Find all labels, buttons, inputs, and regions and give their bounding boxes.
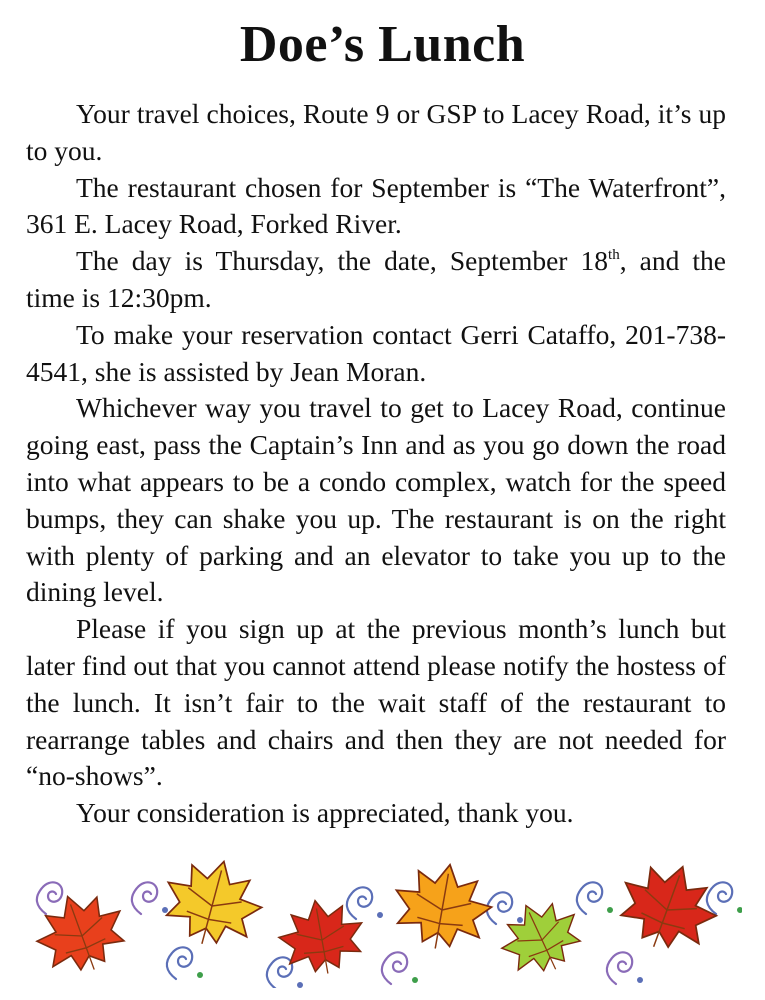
swirl-ornament (607, 952, 632, 984)
paragraph-thanks: Your consideration is appreciated, thank you. (76, 797, 574, 829)
page-title: Doe’s Lunch (239, 16, 526, 73)
dot-ornament (197, 972, 203, 978)
maple-leaf-icon (155, 849, 270, 956)
swirl-ornament (167, 947, 192, 979)
article-body (26, 96, 726, 832)
maple-leaf-icon (26, 881, 135, 984)
paragraph-restaurant: The restaurant chosen for September is “The Waterfront”, 361 E. Lacey Road, Forked River. (26, 171, 726, 240)
paragraph-travel-choices: Your travel choices, Route 9 or GSP to Lacey Road, it’s up to you. (26, 98, 726, 166)
paragraph-date-time (26, 243, 726, 317)
maple-leaf-icon (274, 893, 370, 980)
dot-ornament (377, 912, 383, 918)
date-ordinal-suffix: th (608, 247, 620, 264)
dot-ornament (607, 907, 613, 913)
dot-ornament (737, 907, 742, 913)
swirl-ornament (707, 882, 732, 914)
paragraph-directions: Whichever way you travel to get to Lacey Road, continue going east, pass the Captain’s Inn and as you go down the road into what appears to be a condo complex, watch for the speed bumps, they can shake you up. The restaurant is on the right with plenty of parking and an elevator to take you up to the dining level. (26, 392, 726, 608)
dot-ornament (637, 977, 643, 983)
dot-ornament (297, 982, 303, 988)
swirl-ornament (577, 882, 602, 914)
dot-ornament (412, 977, 418, 983)
paragraph-reservation: To make your reservation contact Gerri Cataffo, 201-738-4541, she is assisted by Jean Moran. (26, 318, 726, 387)
swirl-ornament (132, 882, 157, 914)
swirl-ornament (347, 887, 372, 919)
dot-ornament (517, 917, 523, 923)
swirl-ornament (37, 882, 62, 914)
swirl-ornament (382, 952, 407, 984)
date-text-after: , and the time is 12:30pm. (26, 245, 726, 313)
paragraph-cancellation: Please if you sign up at the previous month’s lunch but later find out that you cannot attend please notify the hostess of the lunch. It isn’t fair to the wait staff of the restaurant to rearrange tables and chairs and then they are not needed for “no-shows”. (26, 613, 726, 792)
swirl-ornament (267, 957, 292, 988)
maple-leaf-icon (388, 856, 498, 957)
dot-ornament (162, 907, 168, 913)
autumn-leaves-border (22, 848, 742, 988)
date-text-before: The day is Thursday, the date, September 18 (76, 245, 609, 277)
